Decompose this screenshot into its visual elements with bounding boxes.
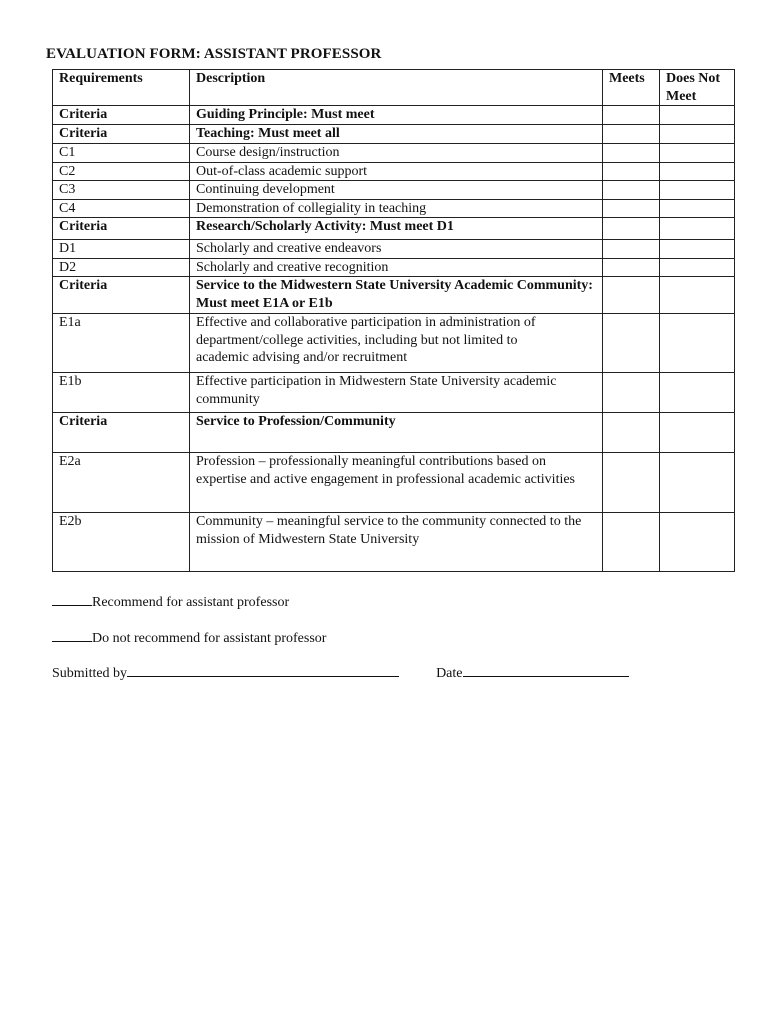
meets-checkbox-cell[interactable] xyxy=(603,453,660,513)
requirement-cell: C1 xyxy=(53,144,190,163)
description-cell: Research/Scholarly Activity: Must meet D1 xyxy=(190,218,603,240)
requirement-cell: Criteria xyxy=(53,125,190,144)
requirement-cell: C3 xyxy=(53,181,190,200)
requirement-cell: D2 xyxy=(53,258,190,277)
requirement-cell: E2b xyxy=(53,513,190,572)
table-row xyxy=(53,373,735,413)
does-not-meet-checkbox-cell[interactable] xyxy=(660,277,735,314)
table-row xyxy=(53,258,735,277)
description-cell: Scholarly and creative recognition xyxy=(190,258,603,277)
description-cell: Course design/instruction xyxy=(190,144,603,163)
does-not-meet-checkbox-cell[interactable] xyxy=(660,513,735,572)
table-row xyxy=(53,314,735,373)
description-cell: Effective and collaborative participation in administration of department/college activities, including but not limited to academic advising and/or recruitment xyxy=(190,314,603,373)
table-row xyxy=(53,240,735,259)
requirement-cell: Criteria xyxy=(53,106,190,125)
date-blank[interactable] xyxy=(463,663,629,677)
header-meets: Meets xyxy=(603,70,660,106)
description-cell: Continuing development xyxy=(190,181,603,200)
does-not-meet-checkbox-cell[interactable] xyxy=(660,413,735,453)
table-row xyxy=(53,106,735,125)
does-not-meet-checkbox-cell[interactable] xyxy=(660,106,735,125)
meets-checkbox-cell[interactable] xyxy=(603,373,660,413)
does-not-meet-checkbox-cell[interactable] xyxy=(660,144,735,163)
description-cell: Guiding Principle: Must meet xyxy=(190,106,603,125)
table-row xyxy=(53,144,735,163)
description-cell: Community – meaningful service to the community connected to the mission of Midwestern State University xyxy=(190,513,603,572)
meets-checkbox-cell[interactable] xyxy=(603,125,660,144)
not-recommend-blank[interactable] xyxy=(52,628,92,642)
form-title: EVALUATION FORM: ASSISTANT PROFESSOR xyxy=(46,46,382,62)
requirement-cell: E1b xyxy=(53,373,190,413)
requirement-cell: Criteria xyxy=(53,218,190,240)
recommend-option xyxy=(52,592,289,611)
table-row xyxy=(53,162,735,181)
table-row xyxy=(53,199,735,218)
header-row xyxy=(53,70,735,106)
does-not-meet-checkbox-cell[interactable] xyxy=(660,314,735,373)
table-row xyxy=(53,413,735,453)
signature-line xyxy=(52,663,629,682)
header-requirements: Requirements xyxy=(53,70,190,106)
recommend-label: Recommend for assistant professor xyxy=(92,595,290,610)
meets-checkbox-cell[interactable] xyxy=(603,513,660,572)
does-not-meet-checkbox-cell[interactable] xyxy=(660,199,735,218)
table-row xyxy=(53,181,735,200)
does-not-meet-checkbox-cell[interactable] xyxy=(660,181,735,200)
table-row xyxy=(53,277,735,314)
requirement-cell: E2a xyxy=(53,453,190,513)
submitted-by-blank[interactable] xyxy=(127,663,399,677)
evaluation-table xyxy=(52,69,735,572)
requirement-cell: C2 xyxy=(53,162,190,181)
does-not-meet-checkbox-cell[interactable] xyxy=(660,125,735,144)
meets-checkbox-cell[interactable] xyxy=(603,277,660,314)
description-cell: Service to the Midwestern State University Academic Community: Must meet E1A or E1b xyxy=(190,277,603,314)
requirement-cell: E1a xyxy=(53,314,190,373)
requirement-cell: D1 xyxy=(53,240,190,259)
description-cell: Effective participation in Midwestern State University academic community xyxy=(190,373,603,413)
meets-checkbox-cell[interactable] xyxy=(603,314,660,373)
description-cell: Teaching: Must meet all xyxy=(190,125,603,144)
does-not-meet-checkbox-cell[interactable] xyxy=(660,240,735,259)
does-not-meet-checkbox-cell[interactable] xyxy=(660,373,735,413)
table-row xyxy=(53,513,735,572)
does-not-meet-checkbox-cell[interactable] xyxy=(660,218,735,240)
date-label: Date xyxy=(436,666,463,681)
meets-checkbox-cell[interactable] xyxy=(603,258,660,277)
submitted-by-label: Submitted by xyxy=(52,666,128,681)
does-not-meet-checkbox-cell[interactable] xyxy=(660,258,735,277)
meets-checkbox-cell[interactable] xyxy=(603,218,660,240)
description-cell: Demonstration of collegiality in teaching xyxy=(190,199,603,218)
not-recommend-option xyxy=(52,628,326,647)
description-cell: Service to Profession/Community xyxy=(190,413,603,453)
table-row xyxy=(53,125,735,144)
meets-checkbox-cell[interactable] xyxy=(603,162,660,181)
meets-checkbox-cell[interactable] xyxy=(603,240,660,259)
header-does-not-meet: Does Not Meet xyxy=(660,70,735,106)
table-row xyxy=(53,218,735,240)
description-cell: Profession – professionally meaningful contributions based on expertise and active engagement in professional academic activities xyxy=(190,453,603,513)
does-not-meet-checkbox-cell[interactable] xyxy=(660,162,735,181)
recommend-blank[interactable] xyxy=(52,592,92,606)
not-recommend-label: Do not recommend for assistant professor xyxy=(92,631,327,646)
requirement-cell: C4 xyxy=(53,199,190,218)
description-cell: Out-of-class academic support xyxy=(190,162,603,181)
meets-checkbox-cell[interactable] xyxy=(603,181,660,200)
does-not-meet-checkbox-cell[interactable] xyxy=(660,453,735,513)
header-description: Description xyxy=(190,70,603,106)
meets-checkbox-cell[interactable] xyxy=(603,144,660,163)
meets-checkbox-cell[interactable] xyxy=(603,106,660,125)
requirement-cell: Criteria xyxy=(53,277,190,314)
table-row xyxy=(53,453,735,513)
description-cell: Scholarly and creative endeavors xyxy=(190,240,603,259)
requirement-cell: Criteria xyxy=(53,413,190,453)
meets-checkbox-cell[interactable] xyxy=(603,413,660,453)
meets-checkbox-cell[interactable] xyxy=(603,199,660,218)
